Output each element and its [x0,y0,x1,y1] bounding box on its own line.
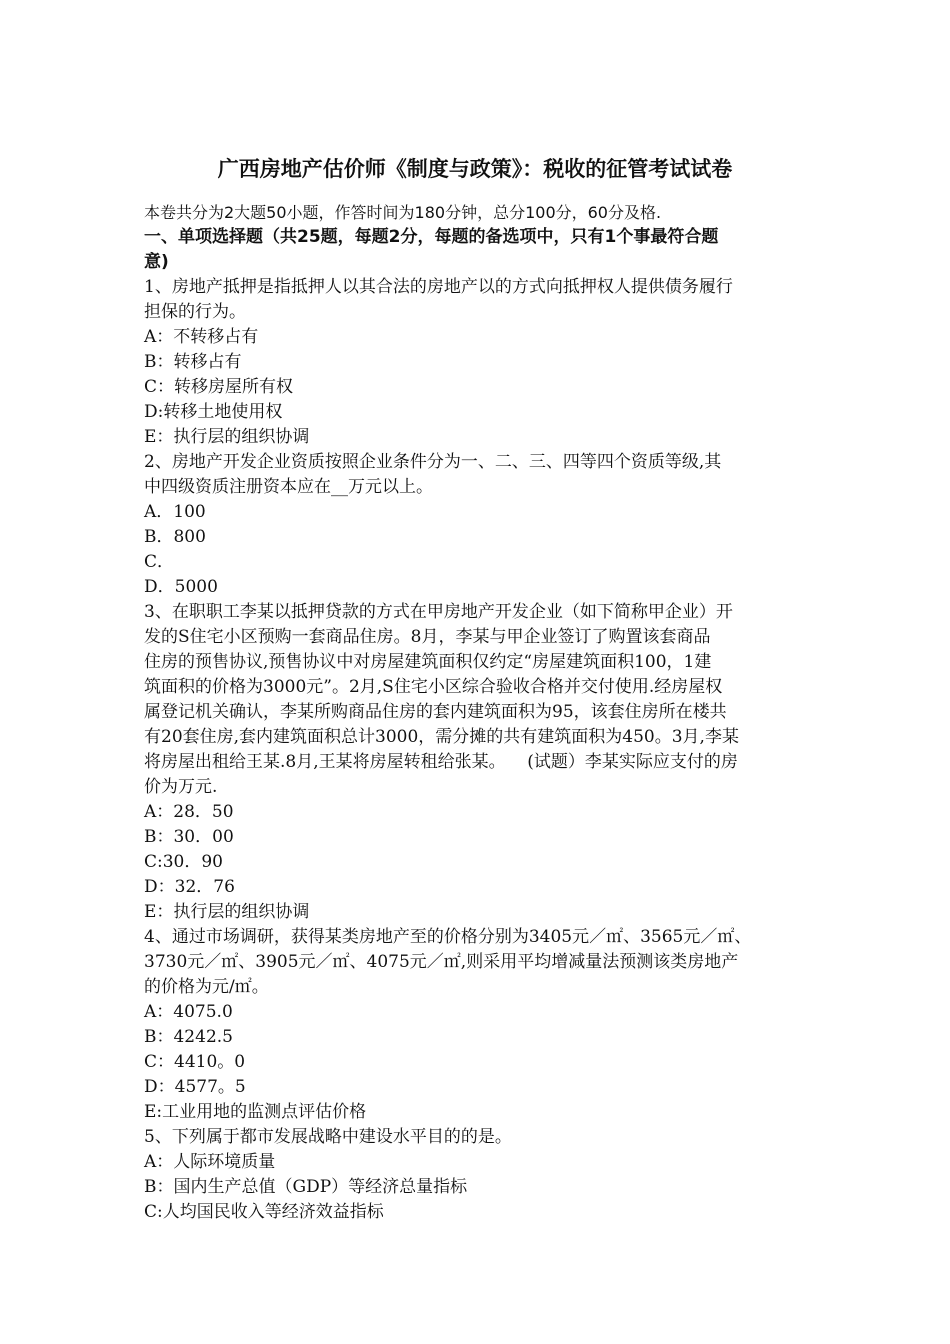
question-stem: 将房屋出租给王某.8月,王某将房屋转租给张某。 (试题）李某实际应支付的房 [144,752,738,772]
answer-option: A．100 [144,502,206,522]
question-stem: 1、房地产抵押是指抵押人以其合法的房地产以的方式向抵押权人提供债务履行 [144,277,733,297]
question-stem: 中四级资质注册资本应在__万元以上。 [144,477,433,497]
answer-option: D：32．76 [144,877,235,897]
question-5 [144,1125,814,1225]
question-stem: 有20套住房,套内建筑面积总计3000，需分摊的共有建筑面积为450。3月,李某 [144,727,739,747]
answer-option: E：执行层的组织协调 [144,427,310,447]
question-1 [144,275,814,450]
section-heading: 意) [144,252,169,272]
question-stem: 住房的预售协议,预售协议中对房屋建筑面积仅约定“房屋建筑面积100，1建 [144,652,712,672]
question-stem: 3730元／㎡、3905元／㎡、4075元／㎡,则采用平均增减量法预测该类房地产 [144,952,739,972]
document-title: 广西房地产估价师《制度与政策》：税收的征管考试试卷 [217,157,733,181]
question-2 [144,450,814,600]
answer-option: C． [144,552,175,572]
question-stem: 3、在职职工李某以抵押贷款的方式在甲房地产开发企业（如下简称甲企业）开 [144,602,733,622]
answer-option: A：28．50 [144,802,234,822]
section-heading: 一、单项选择题（共25题，每题2分，每题的备选项中，只有1个事最符合题 [144,227,719,247]
question-stem: 2、房地产开发企业资质按照企业条件分为一、二、三、四等四个资质等级,其 [144,452,722,472]
answer-option: D:转移土地使用权 [144,402,283,422]
answer-option: A：人际环境质量 [144,1152,276,1172]
answer-option: E：执行层的组织协调 [144,902,310,922]
answer-option: E:工业用地的监测点评估价格 [144,1102,367,1122]
question-stem: 价为万元. [144,777,218,797]
question-stem: 4、通过市场调研，获得某类房地产至的价格分别为3405元／㎡、3565元／㎡、 [144,927,752,947]
question-stem: 的价格为元/㎡。 [144,977,269,997]
answer-option: B：4242.5 [144,1027,233,1047]
answer-option: B：国内生产总值（GDP）等经济总量指标 [144,1177,468,1197]
answer-option: C:30．90 [144,852,223,872]
question-3 [144,600,814,925]
question-stem: 发的S住宅小区预购一套商品住房。8月，李某与甲企业签订了购置该套商品 [144,627,711,647]
answer-option: A：不转移占有 [144,327,259,347]
answer-option: D．5000 [144,577,218,597]
answer-option: C:人均国民收入等经济效益指标 [144,1202,384,1222]
question-stem: 担保的行为。 [144,302,246,322]
answer-option: D：4577。5 [144,1077,246,1097]
question-stem: 筑面积的价格为3000元”。2月,S住宅小区综合验收合格并交付使用.经房屋权 [144,677,723,697]
answer-option: B．800 [144,527,206,547]
question-stem: 属登记机关确认，李某所购商品住房的套内建筑面积为95，该套住房所在楼共 [144,702,727,722]
answer-option: C：4410。0 [144,1052,246,1072]
answer-option: B：转移占有 [144,352,242,372]
answer-option: B：30．00 [144,827,234,847]
exam-intro: 本卷共分为2大题50小题，作答时间为180分钟，总分100分，60分及格. [144,203,662,222]
question-4 [144,925,814,1125]
answer-option: A：4075.0 [144,1002,233,1022]
answer-option: C：转移房屋所有权 [144,377,294,397]
document-body [144,200,814,1225]
question-stem: 5、下列属于都市发展战略中建设水平目的的是。 [144,1127,512,1147]
